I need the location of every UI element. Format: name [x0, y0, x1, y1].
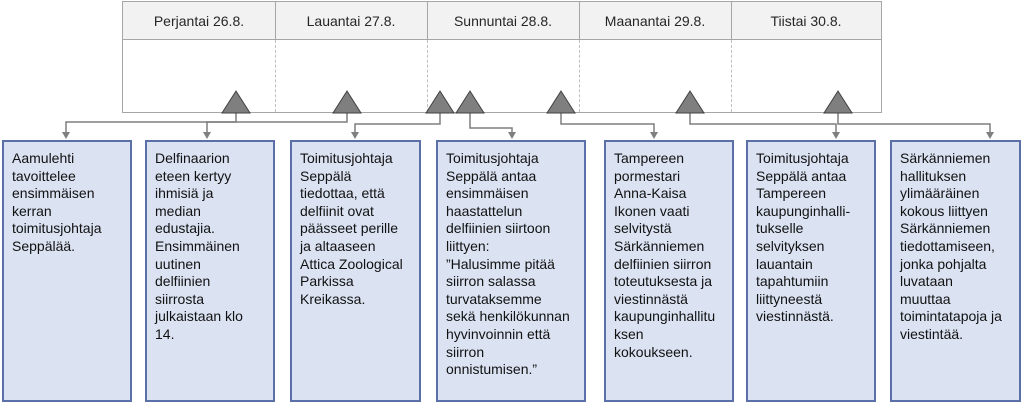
event-box-7: Särkänniemen hallituksen ylimääräinen kokous liittyen Särkänniemen tiedottamiseen, jonka pohjalta luvataan muuttaa toimintatapoja ja viestintää.: [890, 140, 1021, 402]
event-box-1: Aamulehti tavoittelee ensimmäisen kerran toimitusjohtaja Seppälää.: [2, 140, 132, 402]
arrowhead-event-4: [508, 132, 516, 139]
arrowhead-event-1: [62, 132, 70, 139]
day-header-monday: Maanantai 29.8.: [579, 2, 731, 40]
day-divider: [731, 2, 732, 40]
connector-event-3: [355, 113, 440, 137]
arrowhead-event-5: [650, 132, 658, 139]
connector-event-2: [207, 113, 347, 137]
arrowhead-event-7: [986, 132, 994, 139]
day-divider: [427, 2, 428, 40]
arrowhead-event-2: [203, 132, 211, 139]
arrowhead-event-6: [832, 132, 840, 139]
connector-event-4: [470, 113, 512, 137]
day-divider: [579, 2, 580, 40]
day-header-tuesday: Tiistai 30.8.: [731, 2, 881, 40]
day-header-saturday: Lauantai 27.8.: [275, 2, 427, 40]
event-box-2: Delfinaarion eteen kertyy ihmisiä ja median edustajia. Ensimmäinen uutinen delfiinien siirrosta julkaistaan klo 14.: [145, 140, 275, 402]
day-divider-dashed: [731, 40, 732, 112]
day-divider-dashed: [427, 40, 428, 112]
day-divider: [275, 2, 276, 40]
event-box-5: Tampereen pormestari Anna-Kaisa Ikonen vaati selvitystä Särkänniemen delfiinien siirron toteutuksesta ja viestinnästä kaupunginhallitu ksen kokoukseen.: [604, 140, 734, 402]
arrowhead-event-3: [351, 132, 359, 139]
event-box-4: Toimitusjohtaja Seppälä antaa ensimmäisen haastattelun delfiinien siirtoon liittyen: ”Halusimme pitää siirron salassa turvataksemme sekä henkilökunnan hyvinvoinnin että siirron onnistumisen.”: [436, 140, 586, 402]
event-box-6: Toimitusjohtaja Seppälä antaa Tampereen kaupunginhalli- tukselle selvityksen lauantain tapahtumiin liittyneestä viestinnästä.: [746, 140, 876, 402]
day-divider-dashed: [275, 40, 276, 112]
event-box-3: Toimitusjohtaja Seppälä tiedottaa, että delfiinit ovat päässeet perille ja altaaseen Attica Zoological Parkissa Kreikassa.: [290, 140, 421, 402]
timeline: [122, 1, 882, 113]
day-divider-dashed: [579, 40, 580, 112]
connector-event-1: [66, 113, 236, 137]
connector-event-7: [838, 113, 990, 137]
connector-event-5: [561, 113, 654, 137]
day-header-sunday: Sunnuntai 28.8.: [427, 2, 579, 40]
connector-event-6: [690, 113, 836, 137]
day-header-friday: Perjantai 26.8.: [123, 2, 275, 40]
